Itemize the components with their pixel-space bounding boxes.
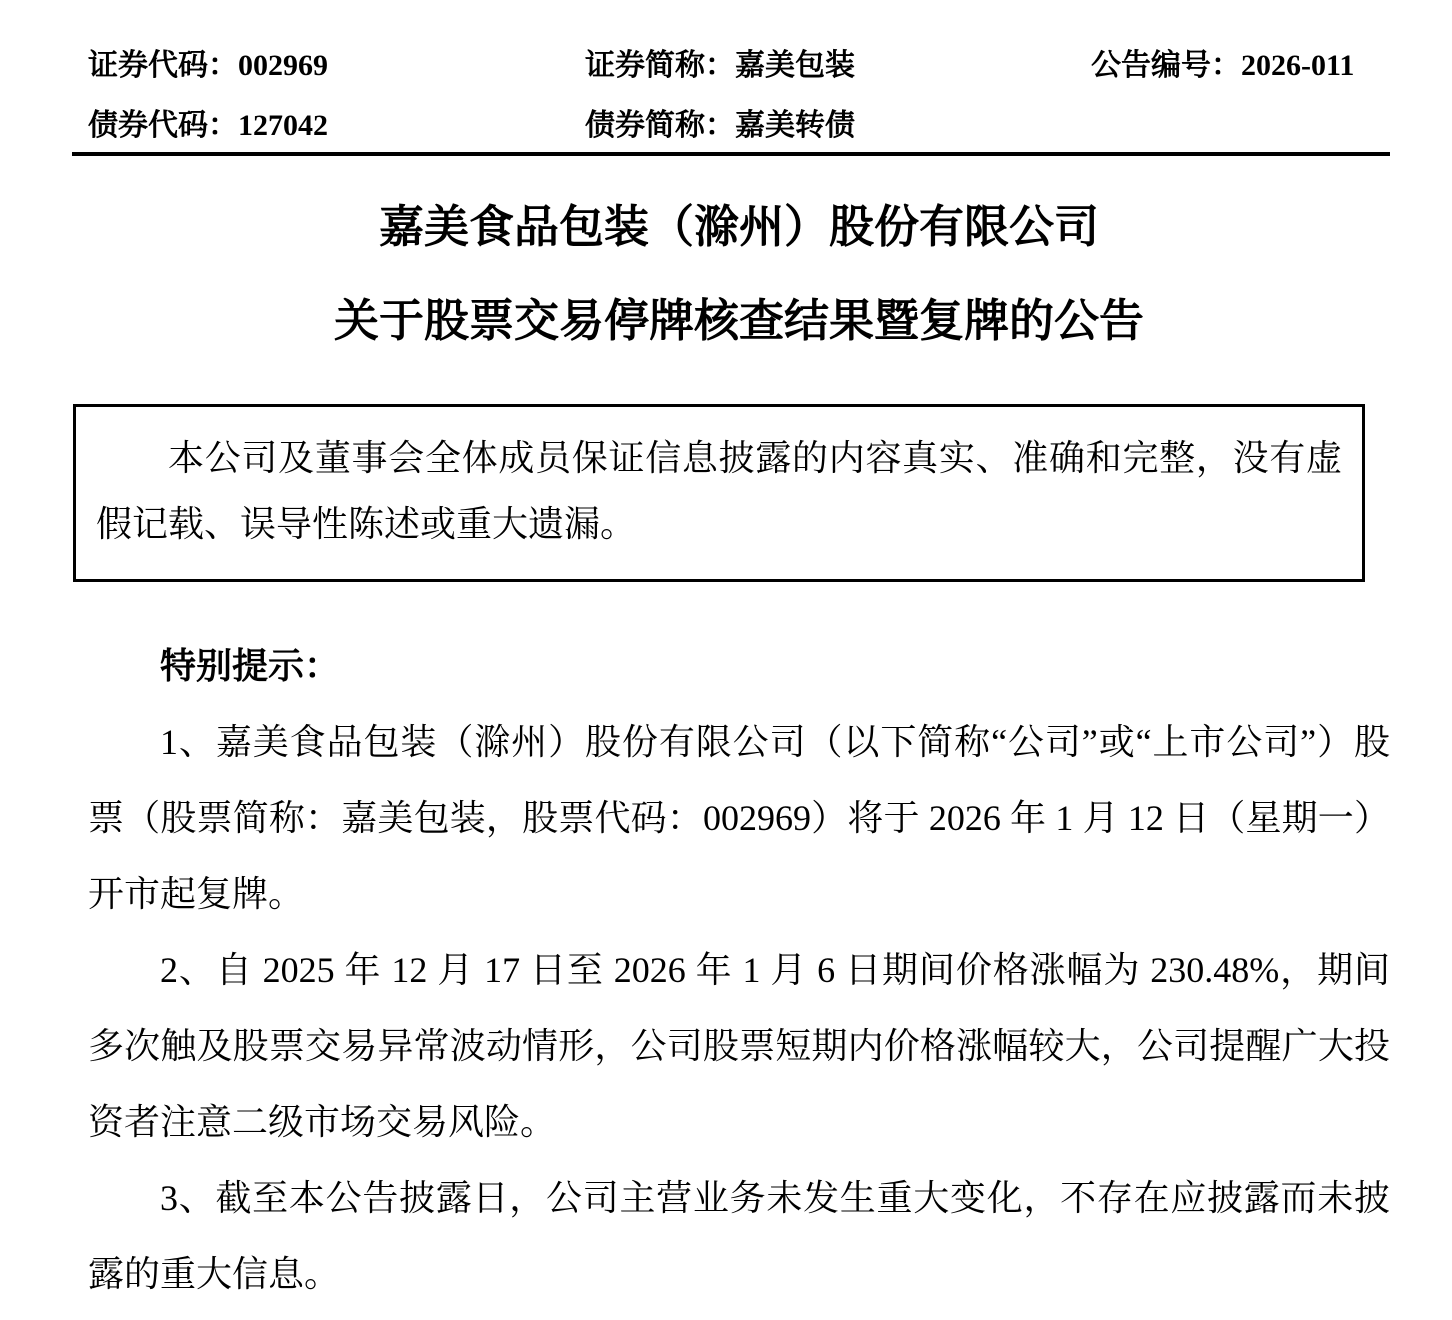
notice-item-3: 3、截至本公告披露日，公司主营业务未发生重大变化，不存在应披露而未披露的重大信息。 bbox=[88, 1178, 1390, 1294]
header-divider bbox=[72, 152, 1390, 156]
notice-item-1: 1、嘉美食品包装（滁州）股份有限公司（以下简称“公司”或“上市公司”）股票（股票简称：嘉美包装，股票代码：002969）将于 2026 年 1 月 12 日（星期一）开市起复牌。 bbox=[88, 722, 1390, 914]
bond-name: 债券简称：嘉美转债 bbox=[585, 109, 855, 142]
announcement-title: 关于股票交易停牌核查结果暨复牌的公告 bbox=[333, 296, 1144, 346]
declaration-text: 本公司及董事会全体成员保证信息披露的内容真实、准确和完整，没有虚假记载、误导性陈述或重大遗漏。 bbox=[96, 438, 1342, 544]
header-row-stock bbox=[88, 32, 1390, 92]
special-notice-section bbox=[88, 628, 1390, 1312]
stock-code: 证券代码：002969 bbox=[88, 49, 328, 82]
stock-name: 证券简称：嘉美包装 bbox=[585, 49, 855, 82]
special-notice-heading: 特别提示： bbox=[160, 646, 341, 686]
declaration-box bbox=[73, 404, 1365, 582]
document-header bbox=[88, 32, 1390, 152]
announcement-number: 公告编号：2026-011 bbox=[1091, 49, 1355, 82]
bond-code: 债券代码：127042 bbox=[88, 109, 328, 142]
header-row-bond bbox=[88, 92, 1390, 152]
company-name-title: 嘉美食品包装（滁州）股份有限公司 bbox=[378, 202, 1099, 252]
notice-item-2: 2、自 2025 年 12 月 17 日至 2026 年 1 月 6 日期间价格涨幅为 230.48%，期间多次触及股票交易异常波动情形，公司股票短期内价格涨幅较大，公司提醒广大投资者注意二级市场交易风险。 bbox=[88, 950, 1390, 1142]
